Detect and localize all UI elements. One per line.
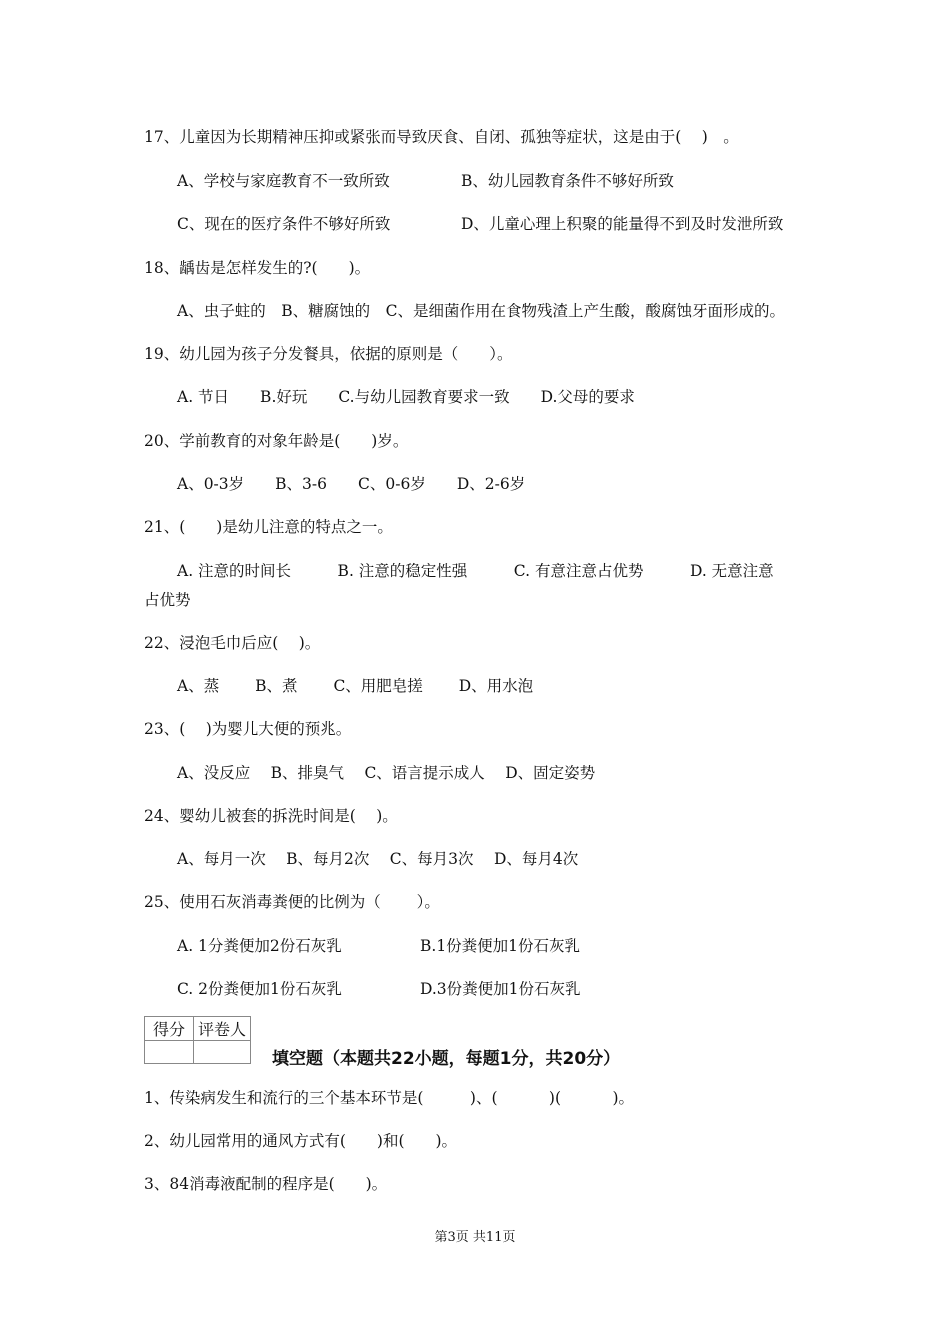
question-21: 21、( )是幼儿注意的特点之一。 <box>144 518 393 536</box>
q18-options: A、虫子蛀的 B、糖腐蚀的 C、是细菌作用在食物残渣上产生酸，酸腐蚀牙面形成的。 <box>177 302 785 320</box>
grader-cell <box>194 1041 251 1064</box>
fill-question-1: 1、传染病发生和流行的三个基本环节是( )、( )( )。 <box>144 1089 635 1107</box>
page-footer: 第3页 共11页 <box>434 1230 516 1245</box>
question-24: 24、婴幼儿被套的拆洗时间是( )。 <box>144 807 398 825</box>
q17-option-b: B、幼儿园教育条件不够好所致 <box>461 172 674 190</box>
section-title: 填空题（本题共22小题，每题1分，共20分） <box>272 1049 621 1069</box>
q17-option-d: D、儿童心理上积聚的能量得不到及时发泄所致 <box>461 215 784 233</box>
fill-question-3: 3、84消毒液配制的程序是( )。 <box>144 1175 388 1193</box>
question-19: 19、幼儿园为孩子分发餐具，依据的原则是（ ）。 <box>144 345 513 363</box>
q20-options: A、0-3岁 B、3-6 C、0-6岁 D、2-6岁 <box>177 475 526 493</box>
q17-option-a: A、学校与家庭教育不一致所致 <box>177 172 390 190</box>
score-label: 得分 <box>145 1017 194 1041</box>
q25-option-b: B.1份粪便加1份石灰乳 <box>420 937 581 955</box>
q24-options: A、每月一次 B、每月2次 C、每月3次 D、每月4次 <box>177 850 579 868</box>
q21-options-wrap: 占优势 <box>144 591 191 609</box>
q19-options: A. 节日 B.好玩 C.与幼儿园教育要求一致 D.父母的要求 <box>177 388 635 406</box>
q25-option-d: D.3份粪便加1份石灰乳 <box>420 980 581 998</box>
grader-label: 评卷人 <box>194 1017 251 1041</box>
question-25: 25、使用石灰消毒粪便的比例为（ ）。 <box>144 893 440 911</box>
q17-option-c: C、现在的医疗条件不够好所致 <box>177 215 391 233</box>
score-table <box>144 1016 251 1064</box>
q21-options: A. 注意的时间长 B. 注意的稳定性强 C. 有意注意占优势 D. 无意注意 <box>177 562 774 580</box>
q22-options: A、蒸 B、煮 C、用肥皂搓 D、用水泡 <box>177 677 534 695</box>
q23-options: A、没反应 B、排臭气 C、语言提示成人 D、固定姿势 <box>177 764 596 782</box>
question-22: 22、浸泡毛巾后应( )。 <box>144 634 321 652</box>
question-18: 18、龋齿是怎样发生的?( )。 <box>144 259 371 277</box>
question-23: 23、( )为婴儿大便的预兆。 <box>144 720 352 738</box>
question-17: 17、儿童因为长期精神压抑或紧张而导致厌食、自闭、孤独等症状，这是由于( ) 。 <box>144 128 739 146</box>
score-cell <box>145 1041 194 1064</box>
question-20: 20、学前教育的对象年龄是( )岁。 <box>144 432 409 450</box>
q25-option-c: C. 2份粪便加1份石灰乳 <box>177 980 342 998</box>
q25-option-a: A. 1分粪便加2份石灰乳 <box>177 937 342 955</box>
fill-question-2: 2、幼儿园常用的通风方式有( )和( )。 <box>144 1132 458 1150</box>
